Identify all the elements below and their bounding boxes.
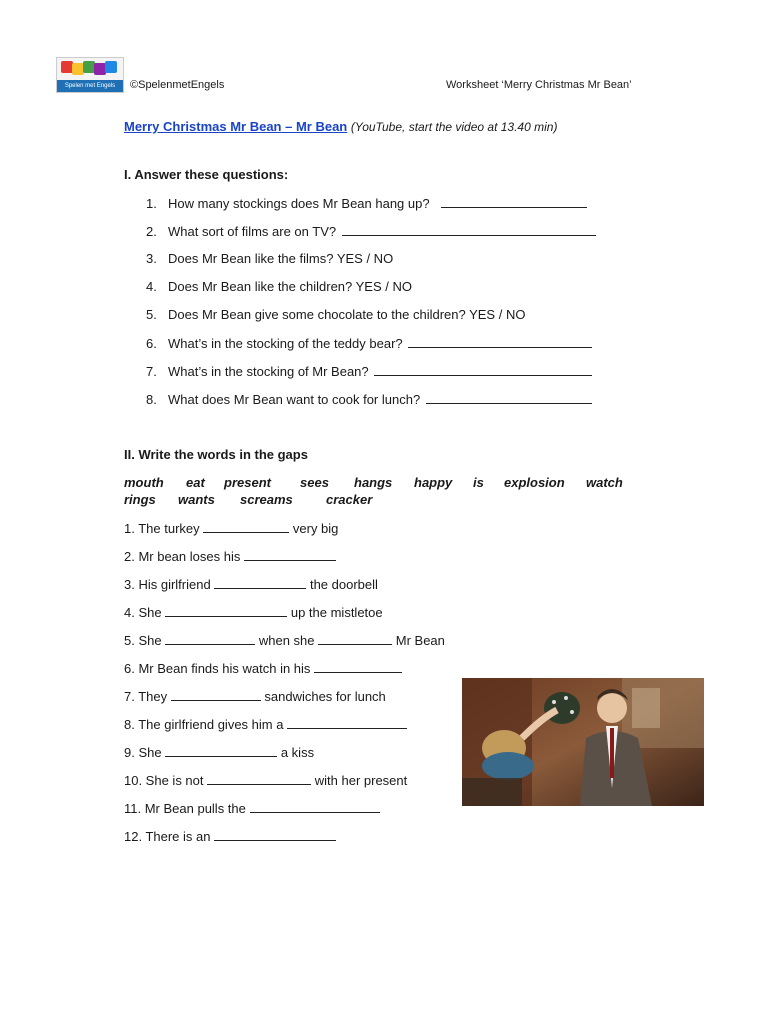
gap-text-before: 6. Mr Bean finds his watch in his bbox=[124, 661, 311, 676]
gap-text-after: up the mistletoe bbox=[290, 605, 383, 620]
gap-sentence bbox=[124, 660, 402, 676]
section2-heading: II. Write the words in the gaps bbox=[124, 447, 308, 462]
gap-text-before: 2. Mr bean loses his bbox=[124, 549, 241, 564]
gap-text-before: 9. She bbox=[124, 745, 162, 760]
question-number: 5. bbox=[146, 307, 157, 322]
question-text: Does Mr Bean like the children? YES / NO bbox=[168, 279, 412, 294]
movie-still-svg bbox=[462, 678, 704, 806]
gap-sentence bbox=[124, 604, 383, 620]
gap-sentence bbox=[124, 576, 378, 592]
gap-blank[interactable] bbox=[165, 604, 287, 617]
question-item bbox=[146, 195, 587, 211]
section1-heading: I. Answer these questions: bbox=[124, 167, 289, 182]
answer-blank[interactable] bbox=[374, 363, 592, 376]
question-item bbox=[146, 251, 393, 266]
word-bank-word: explosion bbox=[504, 475, 565, 490]
video-link[interactable]: Merry Christmas Mr Bean – Mr Bean bbox=[124, 119, 348, 134]
gap-sentence bbox=[124, 548, 336, 564]
answer-blank[interactable] bbox=[426, 391, 592, 404]
gap-text-after: a kiss bbox=[280, 745, 315, 760]
logo-blocks bbox=[61, 61, 119, 78]
gap-blank[interactable] bbox=[203, 520, 289, 533]
logo-block bbox=[105, 61, 117, 73]
question-number: 2. bbox=[146, 224, 157, 239]
gap-sentence bbox=[124, 716, 407, 732]
question-item bbox=[146, 391, 592, 407]
gap-text-after: the doorbell bbox=[309, 577, 378, 592]
gap-text-after: Mr Bean bbox=[395, 633, 445, 648]
video-note: (YouTube, start the video at 13.40 min) bbox=[350, 120, 558, 134]
word-bank-word: rings bbox=[124, 492, 156, 507]
gap-blank[interactable] bbox=[314, 660, 402, 673]
word-bank-word: cracker bbox=[326, 492, 373, 507]
question-number: 3. bbox=[146, 251, 157, 266]
word-bank-word: screams bbox=[240, 492, 293, 507]
logo-caption: Spelen met Engels bbox=[57, 80, 123, 92]
question-text: What’s in the stocking of the teddy bear? bbox=[168, 336, 403, 351]
answer-blank[interactable] bbox=[342, 223, 596, 236]
gap-text-after: very big bbox=[292, 521, 339, 536]
gap-blank[interactable] bbox=[244, 548, 336, 561]
gap-text-before: 8. The girlfriend gives him a bbox=[124, 717, 284, 732]
question-item bbox=[146, 223, 596, 239]
gap-blank[interactable] bbox=[287, 716, 407, 729]
gap-blank[interactable] bbox=[171, 688, 261, 701]
gap-blank[interactable] bbox=[318, 632, 392, 645]
gap-sentence bbox=[124, 800, 380, 816]
question-number: 6. bbox=[146, 336, 157, 351]
copyright-text: ©SpelenmetEngels bbox=[130, 79, 225, 91]
word-bank-word: wants bbox=[178, 492, 215, 507]
gap-sentence bbox=[124, 772, 407, 788]
gap-text-before: 12. There is an bbox=[124, 829, 211, 844]
gap-text-before: 11. Mr Bean pulls the bbox=[124, 801, 246, 816]
question-number: 1. bbox=[146, 196, 157, 211]
word-bank-word: present bbox=[224, 475, 271, 490]
gap-sentence bbox=[124, 744, 314, 760]
gap-sentence bbox=[124, 828, 336, 844]
question-text: Does Mr Bean like the films? YES / NO bbox=[168, 251, 394, 266]
question-item bbox=[146, 363, 592, 379]
gap-blank[interactable] bbox=[207, 772, 311, 785]
question-text: What’s in the stocking of Mr Bean? bbox=[168, 364, 369, 379]
page-title bbox=[124, 119, 557, 134]
question-text: What sort of films are on TV? bbox=[168, 224, 337, 239]
question-number: 8. bbox=[146, 392, 157, 407]
word-bank-word: sees bbox=[300, 475, 329, 490]
gap-text-before: 5. She bbox=[124, 633, 162, 648]
answer-blank[interactable] bbox=[441, 195, 587, 208]
gap-text-after: sandwiches for lunch bbox=[264, 689, 386, 704]
logo bbox=[56, 57, 124, 93]
gap-text-after: with her present bbox=[314, 773, 408, 788]
answer-blank[interactable] bbox=[408, 335, 592, 348]
question-item bbox=[146, 279, 412, 294]
word-bank-word: is bbox=[473, 475, 484, 490]
question-number: 7. bbox=[146, 364, 157, 379]
worksheet-label: Worksheet ‘Merry Christmas Mr Bean’ bbox=[446, 79, 632, 91]
word-bank-word: hangs bbox=[354, 475, 393, 490]
gap-text-middle: when she bbox=[258, 633, 315, 648]
gap-text-before: 1. The turkey bbox=[124, 521, 200, 536]
question-number: 4. bbox=[146, 279, 157, 294]
gap-text-before: 4. She bbox=[124, 605, 162, 620]
gap-text-before: 10. She is not bbox=[124, 773, 204, 788]
gap-blank[interactable] bbox=[165, 632, 255, 645]
gap-blank[interactable] bbox=[250, 800, 380, 813]
word-bank-word: eat bbox=[186, 475, 205, 490]
question-text: Does Mr Bean give some chocolate to the children? YES / NO bbox=[168, 307, 526, 322]
gap-sentence bbox=[124, 632, 445, 648]
word-bank-word: happy bbox=[414, 475, 453, 490]
gap-text-before: 3. His girlfriend bbox=[124, 577, 211, 592]
question-item bbox=[146, 307, 525, 322]
question-text: What does Mr Bean want to cook for lunch? bbox=[168, 392, 421, 407]
question-text: How many stockings does Mr Bean hang up? bbox=[168, 196, 430, 211]
gap-text-before: 7. They bbox=[124, 689, 168, 704]
gap-blank[interactable] bbox=[214, 828, 336, 841]
gap-blank[interactable] bbox=[214, 576, 306, 589]
gap-blank[interactable] bbox=[165, 744, 277, 757]
gap-sentence bbox=[124, 520, 338, 536]
movie-still-image bbox=[462, 678, 704, 806]
gap-sentence bbox=[124, 688, 386, 704]
word-bank-word: watch bbox=[586, 475, 623, 490]
question-item bbox=[146, 335, 592, 351]
word-bank-word: mouth bbox=[124, 475, 164, 490]
